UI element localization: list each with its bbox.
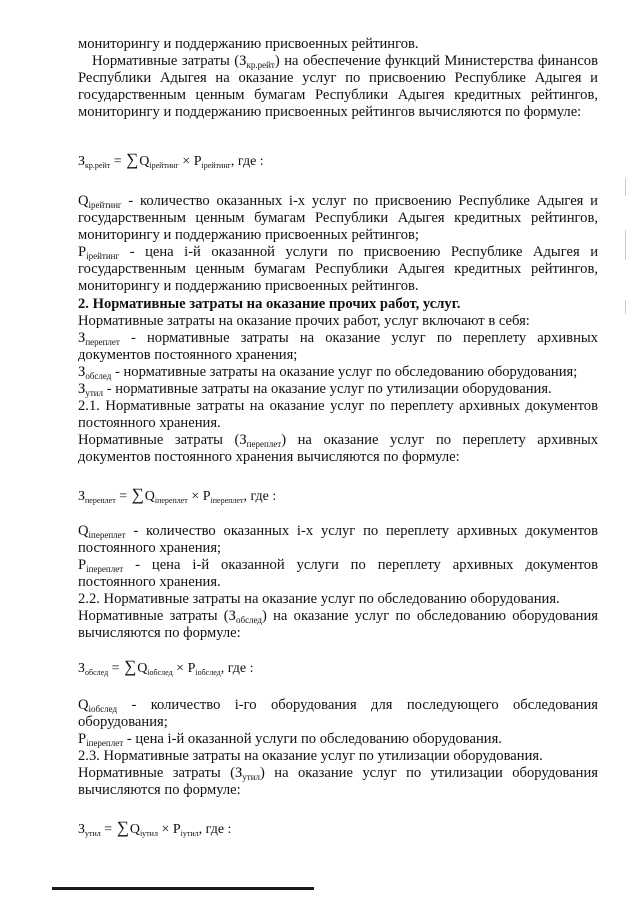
definition-line: $Q_{iрейтинг}$ - количество оказанных i-х услуг по присвоению Республике Адыгея и (78, 193, 598, 210)
paragraph-line: Нормативные затраты $(З_{обслед})$ на оказание услуг по обследованию оборудования (78, 608, 598, 625)
paragraph-line: мониторингу и поддержанию присвоенных рейтингов вычисляются по формуле: (78, 104, 582, 120)
scan-edge-mark (625, 230, 626, 260)
scan-edge-mark (625, 178, 626, 196)
list-item: $З_{переплет}$ - нормативные затраты на оказание услуг по переплету архивных (78, 330, 598, 347)
paragraph-line: Нормативные затраты на оказание прочих работ, услуг включают в себя: (78, 313, 530, 329)
definition-line: $P_{iпереплет}$ - цена i-й оказанной услуги по переплету архивных документов (78, 557, 598, 574)
paragraph-line: документов постоянного хранения вычисляются по формуле: (78, 449, 460, 465)
subsection-heading: 2.3. Нормативные затраты на оказание услуг по утилизации оборудования. (78, 748, 543, 764)
formula-rating: $З_{кр.рейт} = \sum Q_{iрейтинг} \times P_{iрейтинг}$, где : (78, 150, 264, 170)
definition-line: оборудования; (78, 714, 168, 730)
subsection-heading: постоянного хранения. (78, 415, 221, 431)
subsection-heading: 2.1. Нормативные затраты на оказание услуг по переплету архивных документов (78, 398, 598, 414)
list-item: документов постоянного хранения; (78, 347, 298, 363)
paragraph-line: Нормативные затраты $(З_{переплет})$ на оказание услуг по переплету архивных (78, 432, 598, 449)
scan-edge-mark (625, 300, 626, 314)
paragraph-line: государственным ценным бумагам Республики Адыгея кредитных рейтингов, (78, 87, 598, 103)
paragraph-line: мониторингу и поддержанию присвоенных рейтингов. (78, 36, 419, 52)
paragraph-line: Нормативные затраты $(З_{кр.рейт})$ на обеспечение функций Министерства финансов (92, 53, 598, 70)
definition-line: постоянного хранения; (78, 540, 222, 556)
definition-line: $P_{iрейтинг}$ - цена i-й оказанной услуги по присвоению Республике Адыгея и (78, 244, 598, 261)
definition-line: мониторингу и поддержанию присвоенных рейтингов. (78, 278, 419, 294)
definition-line: постоянного хранения. (78, 574, 221, 590)
definition-line: $Q_{iпереплет}$ - количество оказанных i-х услуг по переплету архивных документов (78, 523, 598, 540)
definition-line: мониторингу и поддержанию присвоенных рейтингов; (78, 227, 419, 243)
definition-line: государственным ценным бумагам Республики Адыгея кредитных рейтингов, (78, 261, 598, 277)
paragraph-line: вычисляются по формуле: (78, 625, 241, 641)
definition-line: $Q_{iобслед}$ - количество i-го оборудования для последующего обследования (78, 697, 598, 714)
list-item: $З_{обслед}$ - нормативные затраты на оказание услуг по обследованию оборудования; (78, 364, 578, 381)
paragraph-line: Нормативные затраты $(З_{утил})$ на оказание услуг по утилизации оборудования (78, 765, 598, 782)
paragraph-line: Республики Адыгея на оказание услуг по присвоению Республике Адыгея и (78, 70, 598, 86)
definition-line: $P_{iпереплет}$ - цена i-й оказанной услуги по обследованию оборудования. (78, 731, 502, 748)
formula-binding: $З_{переплет} = \sum Q_{iпереплет} \times P_{iпереплет}$, где : (78, 485, 277, 505)
formula-inspection: $З_{обслед} = \sum Q_{iобслед} \times P_{iобслед}$, где : (78, 657, 254, 677)
section-heading: 2. Нормативные затраты на оказание прочих работ, услуг. (78, 296, 461, 312)
paragraph-line: вычисляются по формуле: (78, 782, 241, 798)
formula-disposal: $З_{утил} = \sum Q_{iутил} \times P_{iутил}$, где : (78, 818, 232, 838)
page-bottom-rule (52, 887, 314, 890)
definition-line: государственным ценным бумагам Республики Адыгея кредитных рейтингов, (78, 210, 598, 226)
subsection-heading: 2.2. Нормативные затраты на оказание услуг по обследованию оборудования. (78, 591, 560, 607)
list-item: $З_{утил}$ - нормативные затраты на оказание услуг по утилизации оборудования. (78, 381, 552, 398)
